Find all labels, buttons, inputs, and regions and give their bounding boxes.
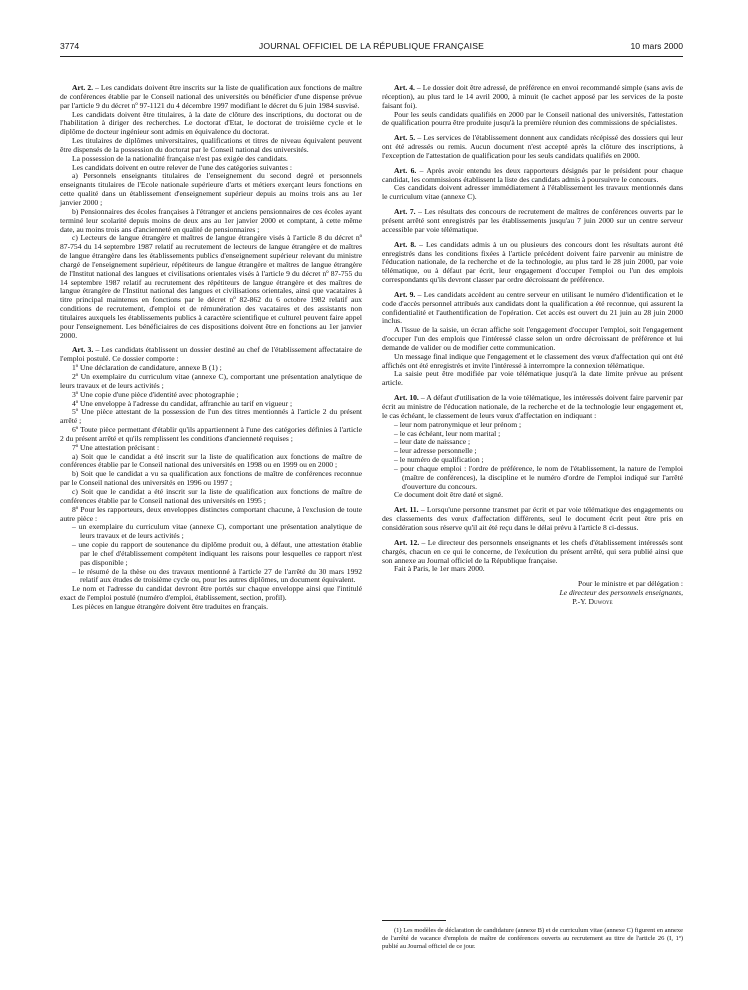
article-paragraph	[382, 134, 683, 161]
paragraph: Les pièces en langue étrangère doivent être traduites en français.	[72, 601, 269, 611]
article-text: – Les candidats établissent un dossier destiné au chef de l'établissement affectataire de l'emploi postulé. Ce dossier comporte :	[60, 345, 362, 364]
right-column	[382, 84, 683, 607]
signature-name: P.-Y. Duwoye	[572, 596, 613, 606]
paragraph: 4º Une enveloppe à l'adresse du candidat, affranchie au tarif en vigueur ;	[72, 398, 293, 408]
paragraph: Ce document doit être daté et signé.	[394, 490, 504, 500]
page-number: 3774	[60, 41, 80, 51]
paragraph: A l'issue de la saisie, un écran affiche soit l'engagement d'occuper l'emploi, soit l'engagement d'occuper l'un des emplois que l'intéressé classe selon un ordre décroissant de préférence et lui demande de valider ou de modifier cette communication.	[382, 325, 683, 352]
list-item: – leur adresse personnelle ;	[382, 447, 683, 456]
article-text: – Les candidats admis à un ou plusieurs des concours dont les résultats auront été enregistrés dans les conditions fixées à l'article précédent doivent faire parvenir au ministre de l'éducation nationale, de la recherche et de la technologie, au plus tard le 28 juin 2000, par voie télématique, ou à défaut par écrit, leur engagement d'occuper l'emploi ou l'un des emplois correspondants qu'ils devront classer par ordre décroissant de préférence.	[382, 239, 683, 285]
article-text: – Lorsqu'une personne transmet par écrit et par voie télématique des engagements ou des classements des vœux d'affectation différents, seul le document écrit peut être pris en considération sous réserve qu'il ait été reçu dans le délai prévu à l'article 8 ci-dessus.	[382, 505, 683, 532]
paragraph: a) Personnels enseignants titulaires de l'enseignement du second degré et personnels enseignants titulaires de l'Ecole nationale supérieure d'arts et métiers exerçant leurs fonctions en cette qualité dans un établissement d'enseignement supérieur depuis au moins trois ans au 1er janvier 2000 ;	[60, 171, 362, 207]
paragraph: La saisie peut être modifiée par voie télématique jusqu'à la date limite prévue au présent article.	[382, 369, 683, 388]
paragraph: Pour les seuls candidats qualifiés en 2000 par le Conseil national des universités, l'attestation de qualification pourra être produite jusqu'à la première réunion des commissions de spécialistes.	[382, 109, 683, 128]
list-item: – le numéro de qualification ;	[382, 456, 683, 465]
list-item: – le résumé de la thèse ou des travaux mentionné à l'article 27 de l'arrêté du 30 mars 1992 relatif aux études de troisième cycle ou, pour les autres diplômes, un document équivalent.	[60, 568, 362, 586]
left-column	[60, 84, 362, 612]
article-number: Art. 2.	[72, 83, 94, 92]
article-paragraph	[382, 394, 683, 421]
article-text: – Les candidats accèdent au centre serveur en utilisant le numéro d'identification et le code d'accès personnel attribués aux candidats dont la qualification a été reconnue, qui assurent la confidentialité et l'authentification de l'opération. Cet accès est ouvert du 21 juin au 28 juin 2000 inclus.	[382, 289, 683, 326]
paragraph: Fait à Paris, le 1er mars 2000.	[394, 564, 485, 574]
article-number: Art. 12.	[394, 537, 420, 547]
article-number: Art. 8.	[394, 239, 417, 249]
paragraph: 2º Un exemplaire du curriculum vitae (annexe C), comportant une présentation analytique de leurs travaux et de leurs activités ;	[60, 372, 362, 390]
article-paragraph	[382, 208, 683, 235]
article-number: Art. 6.	[394, 165, 417, 175]
list-item: – pour chaque emploi : l'ordre de préférence, le nom de l'établissement, la nature de l'emploi (maître de conférences), la discipline et le numéro d'ordre de l'emploi indiqué sur l'arrêté d'ouverture du concours.	[382, 465, 683, 492]
article-text: – Le directeur des personnels enseignants et les chefs d'établissement intéressés sont chargés, chacun en ce qui le concerne, de l'exécution du présent arrêté, qui sera publié ainsi que son annexe au Journal officiel de la République française.	[382, 537, 683, 565]
article-paragraph	[382, 506, 683, 533]
page-header	[60, 41, 683, 55]
issue-date: 10 mars 2000	[630, 41, 683, 51]
paragraph: 5º Une pièce attestant de la possession de l'un des titres mentionnés à l'article 2 du présent arrêté ;	[60, 407, 362, 426]
paragraph: b) Soit que le candidat a vu sa qualification aux fonctions de maître de conférences reconnue par le Conseil national des universités en 1996 ou 1997 ;	[60, 469, 362, 488]
paragraph: c) Soit que le candidat a été inscrit sur la liste de qualification aux fonctions de maître de conférences établie par le Conseil national des universités en 1995 ;	[60, 486, 362, 505]
list-item: – le cas échéant, leur nom marital ;	[382, 430, 683, 439]
footnote-text: (1) Les modèles de déclaration de candidature (annexe B) et de curriculum vitae (annexe C) figurent en annexe de l'arrêté de vacance d'emplois de maître de conférences ouverts au recrutement au titre de l'article 26 (I, 1º) publié au Journal officiel de ce jour.	[382, 927, 683, 950]
footnote-rule	[382, 920, 446, 921]
article-text: – A défaut d'utilisation de la voie télématique, les intéressés doivent faire parvenir par écrit au ministre de l'éducation nationale, de la recherche et de la technologie leur engagement et, le cas échéant, le classement de leurs vœux d'affectation en indiquant :	[382, 393, 683, 420]
article-paragraph	[60, 346, 362, 364]
article-paragraph	[382, 167, 683, 185]
signature-role: Le directeur des personnels enseignants,	[559, 588, 683, 598]
list-item: – un exemplaire du curriculum vitae (annexe C), comportant une présentation analytique de leurs travaux et de leurs activités ;	[60, 523, 362, 541]
dash-list	[60, 523, 362, 585]
paragraph: Un message final indique que l'engagement et le classement des vœux d'affectation qui ont été affichés ont été enregistrés et invite l'intéressé à interrompre la connexion télématique.	[382, 351, 683, 370]
header-rule	[60, 56, 683, 57]
article-paragraph	[60, 84, 362, 111]
paragraph: 1º Une déclaration de candidature, annexe B (1) ;	[72, 363, 222, 373]
article-text: – Les services de l'établissement donnent aux candidats récépissé des dossiers qui leur ont été adressés ou remis. Aucun document n'est accepté après la clôture des inscriptions, à l'exception de l'attestation de qualification pour les seuls candidats qualifiés en 2000.	[382, 133, 683, 160]
paragraph: La possession de la nationalité française n'est pas exigée des candidats.	[72, 153, 288, 163]
article-number: Art. 9.	[394, 289, 416, 299]
paragraph: a) Soit que le candidat a été inscrit sur la liste de qualification aux fonctions de maître de conférences établie par le Conseil national des universités en 1998 ou en 1999 ou en 2000 ;	[60, 451, 362, 470]
footnote	[382, 927, 683, 951]
article-text: – Les candidats doivent être inscrits sur la liste de qualification aux fonctions de maître de conférences établie par le Conseil national des universités ou bénéficier d'une dispense prévue par l'article 9 du décret nº 97-1121 du 4 décembre 1997 modifiant le décret du 6 juin 1984 susvisé.	[60, 83, 362, 110]
article-number: Art. 10.	[394, 393, 419, 403]
signature-delegation: Pour le ministre et par délégation :	[577, 579, 683, 589]
paragraph: 7º Une attestation précisant :	[72, 442, 160, 452]
dash-list	[382, 421, 683, 492]
list-item: – leur date de naissance ;	[382, 438, 683, 447]
paragraph: 3º Une copie d'une pièce d'identité avec photographie ;	[72, 389, 239, 399]
paragraph: c) Lecteurs de langue étrangère et maîtres de langue étrangère visés à l'article 8 du décret nº 87-754 du 14 septembre 1987 relatif au recrutement de lecteurs de langue étrangère et de maîtres de langue étrangère dans les établissements publics d'enseignement supérieur relevant du ministre chargé de l'enseignement supérieur, répétiteurs de langue étrangère et maîtres de langue étrangère de l'Institut national des langues et civilisations orientales visés à l'article 9 du décret nº 87-755 du 14 septembre 1987 relatif au recrutement des répétiteurs de langue étrangère et des maîtres de langue étrangère de l'Institut national des langues et civilisations orientales, ainsi que vacataires à titre principal maintenus en fonctions par le décret nº 82-862 du 6 octobre 1982 relatif aux conditions de recrutement, d'emploi et de rémunération des vacataires et des assistants non titulaires auxquels les établissements publics à caractère scientifique et culturel peuvent faire appel pour l'enseignement. Les bénéficiaires de ces dispositions doivent être en fonctions au 1er janvier 2000.	[60, 233, 362, 340]
article-number: Art. 7.	[394, 207, 416, 217]
article-number: Art. 5.	[394, 133, 416, 143]
article-number: Art. 3.	[72, 345, 94, 355]
paragraph: Les candidats doivent être titulaires, à la date de clôture des inscriptions, du doctorat ou de l'habilitation à diriger des recherches. Le doctorat d'Etat, le doctorat de troisième cycle et le diplôme de docteur ingénieur sont admis en équivalence du doctorat.	[60, 109, 362, 137]
article-text: – Les résultats des concours de recrutement de maîtres de conférences ouverts par le présent arrêté sont enregistrés par les établissements jusqu'au 7 juin 2000 sur un centre serveur accessible par voie télématique.	[382, 207, 683, 234]
list-item: – leur nom patronymique et leur prénom ;	[382, 421, 683, 430]
article-text: – Après avoir entendu les deux rapporteurs désignés par le président pour chaque candidat, les commissions établissent la liste des candidats admis à poursuivre le concours.	[382, 165, 683, 184]
journal-title: JOURNAL OFFICIEL DE LA RÉPUBLIQUE FRANÇAISE	[258, 41, 485, 51]
paragraph: Les titulaires de diplômes universitaires, qualifications et titres de niveau équivalent peuvent être dispensés de la possession du doctorat par le Conseil national des universités.	[60, 136, 362, 154]
paragraph: b) Pensionnaires des écoles françaises à l'étranger et anciens pensionnaires de ces écoles ayant terminé leur scolarité depuis moins de deux ans au 1er janvier 2000 et comptant, à cette même date, au moins trois ans d'ancienneté en qualité de pensionnaires ;	[60, 206, 362, 234]
article-paragraph	[382, 241, 683, 285]
paragraph: Ces candidats doivent adresser immédiatement à l'établissement les travaux mentionnés dans le curriculum vitae (annexe C).	[382, 183, 683, 202]
article-number: Art. 4.	[394, 83, 415, 92]
article-number: Art. 11.	[394, 505, 419, 515]
paragraph: 8º Pour les rapporteurs, deux enveloppes distinctes comportant chacune, à l'exclusion de toute autre pièce :	[60, 504, 362, 523]
signature-block	[382, 580, 683, 607]
article-paragraph	[382, 539, 683, 566]
list-item: – une copie du rapport de soutenance du diplôme produit ou, à défaut, une attestation établie par le chef d'établissement compétent indiquant les raisons pour lesquelles ce rapport n'est pas disponible ;	[60, 541, 362, 568]
paragraph: Les candidats doivent en outre relever de l'une des catégories suivantes :	[72, 162, 293, 172]
article-text: – Le dossier doit être adressé, de préférence en envoi recommandé simple (sans avis de réception), au plus tard le 14 avril 2000, à minuit (le cachet apposé par les services de la poste faisant foi).	[382, 83, 683, 110]
paragraph: Le nom et l'adresse du candidat devront être portés sur chaque enveloppe ainsi que l'intitulé exact de l'emploi postulé (numéro d'emploi, établissement, section, profil).	[60, 584, 362, 603]
article-paragraph	[382, 84, 683, 111]
paragraph: 6º Toute pièce permettant d'établir qu'ils appartiennent à l'une des catégories définies à l'article 2 du présent arrêté et qu'ils remplissent les conditions d'ancienneté requises ;	[60, 425, 362, 443]
article-paragraph	[382, 291, 683, 326]
